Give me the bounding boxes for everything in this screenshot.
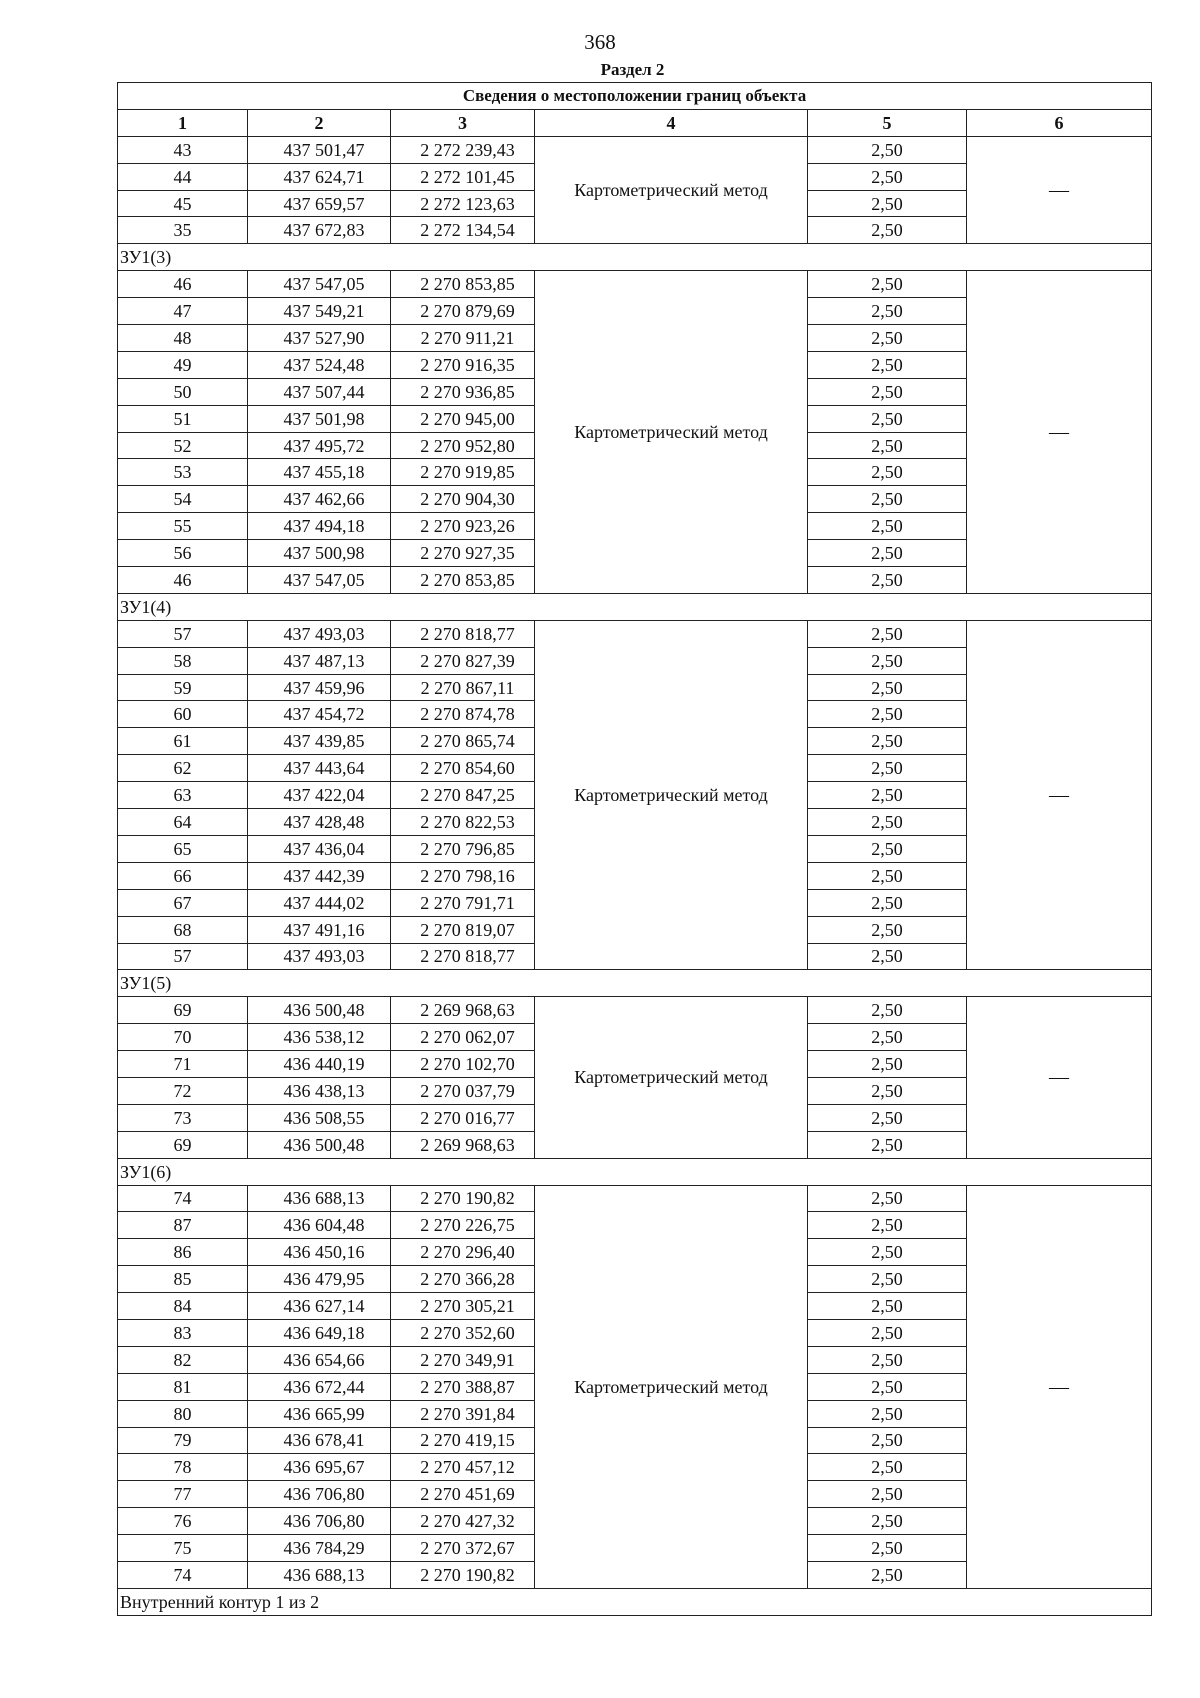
y-coordinate-cell: 2 272 101,45 bbox=[391, 163, 535, 190]
x-coordinate-cell: 436 450,16 bbox=[248, 1239, 391, 1266]
accuracy-cell: 2,50 bbox=[808, 916, 967, 943]
method-cell: Картометрический метод bbox=[535, 136, 808, 244]
point-number-cell: 80 bbox=[118, 1400, 248, 1427]
group-label-row bbox=[118, 244, 1152, 271]
method-cell: Картометрический метод bbox=[535, 620, 808, 970]
x-coordinate-cell: 437 459,96 bbox=[248, 674, 391, 701]
y-coordinate-cell: 2 270 916,35 bbox=[391, 351, 535, 378]
column-header: 4 bbox=[535, 109, 808, 136]
x-coordinate-cell: 436 438,13 bbox=[248, 1077, 391, 1104]
y-coordinate-cell: 2 270 796,85 bbox=[391, 835, 535, 862]
point-number-cell: 82 bbox=[118, 1346, 248, 1373]
point-number-cell: 52 bbox=[118, 432, 248, 459]
accuracy-cell: 2,50 bbox=[808, 1077, 967, 1104]
x-coordinate-cell: 436 688,13 bbox=[248, 1561, 391, 1588]
point-number-cell: 69 bbox=[118, 1131, 248, 1158]
x-coordinate-cell: 437 491,16 bbox=[248, 916, 391, 943]
table-row bbox=[118, 1185, 1152, 1212]
accuracy-cell: 2,50 bbox=[808, 1508, 967, 1535]
accuracy-cell: 2,50 bbox=[808, 728, 967, 755]
point-number-cell: 81 bbox=[118, 1373, 248, 1400]
page-number: 368 bbox=[584, 30, 616, 54]
column-header: 2 bbox=[248, 109, 391, 136]
accuracy-cell: 2,50 bbox=[808, 835, 967, 862]
accuracy-cell: 2,50 bbox=[808, 1212, 967, 1239]
description-cell: — bbox=[967, 620, 1152, 970]
x-coordinate-cell: 436 500,48 bbox=[248, 997, 391, 1024]
table-caption: Сведения о местоположении границ объекта bbox=[118, 83, 1152, 110]
accuracy-cell: 2,50 bbox=[808, 1104, 967, 1131]
description-cell: — bbox=[967, 997, 1152, 1158]
table-row bbox=[118, 620, 1152, 647]
x-coordinate-cell: 436 500,48 bbox=[248, 1131, 391, 1158]
group-label-row bbox=[118, 1158, 1152, 1185]
y-coordinate-cell: 2 270 226,75 bbox=[391, 1212, 535, 1239]
x-coordinate-cell: 436 627,14 bbox=[248, 1293, 391, 1320]
point-number-cell: 78 bbox=[118, 1454, 248, 1481]
y-coordinate-cell: 2 270 936,85 bbox=[391, 378, 535, 405]
point-number-cell: 55 bbox=[118, 513, 248, 540]
accuracy-cell: 2,50 bbox=[808, 298, 967, 325]
y-coordinate-cell: 2 270 879,69 bbox=[391, 298, 535, 325]
y-coordinate-cell: 2 269 968,63 bbox=[391, 997, 535, 1024]
description-cell: — bbox=[967, 1185, 1152, 1588]
accuracy-cell: 2,50 bbox=[808, 1400, 967, 1427]
point-number-cell: 85 bbox=[118, 1266, 248, 1293]
group-label-row bbox=[118, 970, 1152, 997]
point-number-cell: 46 bbox=[118, 271, 248, 298]
y-coordinate-cell: 2 270 391,84 bbox=[391, 1400, 535, 1427]
x-coordinate-cell: 437 524,48 bbox=[248, 351, 391, 378]
x-coordinate-cell: 436 665,99 bbox=[248, 1400, 391, 1427]
x-coordinate-cell: 437 436,04 bbox=[248, 835, 391, 862]
y-coordinate-cell: 2 270 867,11 bbox=[391, 674, 535, 701]
point-number-cell: 70 bbox=[118, 1024, 248, 1051]
point-number-cell: 57 bbox=[118, 620, 248, 647]
point-number-cell: 58 bbox=[118, 647, 248, 674]
y-coordinate-cell: 2 272 239,43 bbox=[391, 136, 535, 163]
x-coordinate-cell: 436 784,29 bbox=[248, 1535, 391, 1562]
y-coordinate-cell: 2 270 457,12 bbox=[391, 1454, 535, 1481]
table-row bbox=[118, 271, 1152, 298]
y-coordinate-cell: 2 270 366,28 bbox=[391, 1266, 535, 1293]
x-coordinate-cell: 437 527,90 bbox=[248, 325, 391, 352]
column-header-row bbox=[118, 109, 1152, 136]
point-number-cell: 86 bbox=[118, 1239, 248, 1266]
x-coordinate-cell: 437 442,39 bbox=[248, 862, 391, 889]
y-coordinate-cell: 2 269 968,63 bbox=[391, 1131, 535, 1158]
y-coordinate-cell: 2 272 134,54 bbox=[391, 217, 535, 244]
method-cell: Картометрический метод bbox=[535, 1185, 808, 1588]
point-number-cell: 66 bbox=[118, 862, 248, 889]
accuracy-cell: 2,50 bbox=[808, 1427, 967, 1454]
accuracy-cell: 2,50 bbox=[808, 459, 967, 486]
group-label: ЗУ1(3) bbox=[118, 244, 1152, 271]
accuracy-cell: 2,50 bbox=[808, 1319, 967, 1346]
x-coordinate-cell: 436 508,55 bbox=[248, 1104, 391, 1131]
accuracy-cell: 2,50 bbox=[808, 486, 967, 513]
point-number-cell: 54 bbox=[118, 486, 248, 513]
accuracy-cell: 2,50 bbox=[808, 405, 967, 432]
point-number-cell: 60 bbox=[118, 701, 248, 728]
accuracy-cell: 2,50 bbox=[808, 567, 967, 594]
x-coordinate-cell: 436 695,67 bbox=[248, 1454, 391, 1481]
y-coordinate-cell: 2 270 854,60 bbox=[391, 755, 535, 782]
y-coordinate-cell: 2 270 427,32 bbox=[391, 1508, 535, 1535]
accuracy-cell: 2,50 bbox=[808, 432, 967, 459]
y-coordinate-cell: 2 270 419,15 bbox=[391, 1427, 535, 1454]
accuracy-cell: 2,50 bbox=[808, 674, 967, 701]
accuracy-cell: 2,50 bbox=[808, 351, 967, 378]
point-number-cell: 46 bbox=[118, 567, 248, 594]
point-number-cell: 64 bbox=[118, 809, 248, 836]
accuracy-cell: 2,50 bbox=[808, 647, 967, 674]
y-coordinate-cell: 2 270 791,71 bbox=[391, 889, 535, 916]
point-number-cell: 50 bbox=[118, 378, 248, 405]
point-number-cell: 74 bbox=[118, 1185, 248, 1212]
column-header: 5 bbox=[808, 109, 967, 136]
x-coordinate-cell: 436 649,18 bbox=[248, 1319, 391, 1346]
y-coordinate-cell: 2 270 102,70 bbox=[391, 1051, 535, 1078]
accuracy-cell: 2,50 bbox=[808, 271, 967, 298]
x-coordinate-cell: 437 507,44 bbox=[248, 378, 391, 405]
y-coordinate-cell: 2 270 952,80 bbox=[391, 432, 535, 459]
point-number-cell: 69 bbox=[118, 997, 248, 1024]
x-coordinate-cell: 437 547,05 bbox=[248, 271, 391, 298]
x-coordinate-cell: 437 443,64 bbox=[248, 755, 391, 782]
y-coordinate-cell: 2 270 853,85 bbox=[391, 271, 535, 298]
accuracy-cell: 2,50 bbox=[808, 540, 967, 567]
y-coordinate-cell: 2 270 352,60 bbox=[391, 1319, 535, 1346]
y-coordinate-cell: 2 270 016,77 bbox=[391, 1104, 535, 1131]
accuracy-cell: 2,50 bbox=[808, 997, 967, 1024]
x-coordinate-cell: 437 493,03 bbox=[248, 943, 391, 970]
x-coordinate-cell: 437 462,66 bbox=[248, 486, 391, 513]
x-coordinate-cell: 437 549,21 bbox=[248, 298, 391, 325]
accuracy-cell: 2,50 bbox=[808, 136, 967, 163]
point-number-cell: 59 bbox=[118, 674, 248, 701]
accuracy-cell: 2,50 bbox=[808, 1454, 967, 1481]
accuracy-cell: 2,50 bbox=[808, 378, 967, 405]
accuracy-cell: 2,50 bbox=[808, 1185, 967, 1212]
accuracy-cell: 2,50 bbox=[808, 1561, 967, 1588]
point-number-cell: 84 bbox=[118, 1293, 248, 1320]
point-number-cell: 79 bbox=[118, 1427, 248, 1454]
point-number-cell: 35 bbox=[118, 217, 248, 244]
y-coordinate-cell: 2 270 911,21 bbox=[391, 325, 535, 352]
point-number-cell: 71 bbox=[118, 1051, 248, 1078]
x-coordinate-cell: 436 688,13 bbox=[248, 1185, 391, 1212]
point-number-cell: 45 bbox=[118, 190, 248, 217]
x-coordinate-cell: 437 624,71 bbox=[248, 163, 391, 190]
x-coordinate-cell: 437 501,98 bbox=[248, 405, 391, 432]
y-coordinate-cell: 2 270 451,69 bbox=[391, 1481, 535, 1508]
accuracy-cell: 2,50 bbox=[808, 809, 967, 836]
accuracy-cell: 2,50 bbox=[808, 620, 967, 647]
point-number-cell: 77 bbox=[118, 1481, 248, 1508]
x-coordinate-cell: 436 538,12 bbox=[248, 1024, 391, 1051]
x-coordinate-cell: 437 501,47 bbox=[248, 136, 391, 163]
x-coordinate-cell: 437 493,03 bbox=[248, 620, 391, 647]
y-coordinate-cell: 2 270 822,53 bbox=[391, 809, 535, 836]
contour-label: Внутренний контур 1 из 2 bbox=[118, 1588, 1152, 1615]
point-number-cell: 75 bbox=[118, 1535, 248, 1562]
y-coordinate-cell: 2 270 818,77 bbox=[391, 620, 535, 647]
point-number-cell: 68 bbox=[118, 916, 248, 943]
x-coordinate-cell: 437 495,72 bbox=[248, 432, 391, 459]
boundary-coordinates-table bbox=[117, 82, 1152, 1616]
y-coordinate-cell: 2 270 798,16 bbox=[391, 862, 535, 889]
method-cell: Картометрический метод bbox=[535, 271, 808, 594]
point-number-cell: 61 bbox=[118, 728, 248, 755]
accuracy-cell: 2,50 bbox=[808, 755, 967, 782]
accuracy-cell: 2,50 bbox=[808, 1373, 967, 1400]
x-coordinate-cell: 437 487,13 bbox=[248, 647, 391, 674]
y-coordinate-cell: 2 270 923,26 bbox=[391, 513, 535, 540]
point-number-cell: 73 bbox=[118, 1104, 248, 1131]
x-coordinate-cell: 437 547,05 bbox=[248, 567, 391, 594]
point-number-cell: 72 bbox=[118, 1077, 248, 1104]
y-coordinate-cell: 2 270 372,67 bbox=[391, 1535, 535, 1562]
y-coordinate-cell: 2 270 819,07 bbox=[391, 916, 535, 943]
y-coordinate-cell: 2 270 927,35 bbox=[391, 540, 535, 567]
y-coordinate-cell: 2 270 853,85 bbox=[391, 567, 535, 594]
footer-row bbox=[118, 1588, 1152, 1615]
point-number-cell: 57 bbox=[118, 943, 248, 970]
y-coordinate-cell: 2 270 865,74 bbox=[391, 728, 535, 755]
accuracy-cell: 2,50 bbox=[808, 1293, 967, 1320]
x-coordinate-cell: 437 444,02 bbox=[248, 889, 391, 916]
table-row bbox=[118, 136, 1152, 163]
x-coordinate-cell: 436 654,66 bbox=[248, 1346, 391, 1373]
accuracy-cell: 2,50 bbox=[808, 862, 967, 889]
group-label: ЗУ1(5) bbox=[118, 970, 1152, 997]
x-coordinate-cell: 437 494,18 bbox=[248, 513, 391, 540]
accuracy-cell: 2,50 bbox=[808, 1051, 967, 1078]
accuracy-cell: 2,50 bbox=[808, 1131, 967, 1158]
table-caption-row bbox=[118, 83, 1152, 110]
point-number-cell: 51 bbox=[118, 405, 248, 432]
point-number-cell: 76 bbox=[118, 1508, 248, 1535]
accuracy-cell: 2,50 bbox=[808, 513, 967, 540]
x-coordinate-cell: 437 455,18 bbox=[248, 459, 391, 486]
y-coordinate-cell: 2 270 904,30 bbox=[391, 486, 535, 513]
x-coordinate-cell: 436 706,80 bbox=[248, 1481, 391, 1508]
accuracy-cell: 2,50 bbox=[808, 782, 967, 809]
x-coordinate-cell: 436 672,44 bbox=[248, 1373, 391, 1400]
y-coordinate-cell: 2 270 388,87 bbox=[391, 1373, 535, 1400]
accuracy-cell: 2,50 bbox=[808, 1266, 967, 1293]
column-header: 6 bbox=[967, 109, 1152, 136]
table-body bbox=[118, 136, 1152, 1588]
point-number-cell: 47 bbox=[118, 298, 248, 325]
section-title: Раздел 2 bbox=[600, 60, 665, 79]
y-coordinate-cell: 2 270 037,79 bbox=[391, 1077, 535, 1104]
accuracy-cell: 2,50 bbox=[808, 1535, 967, 1562]
y-coordinate-cell: 2 270 919,85 bbox=[391, 459, 535, 486]
column-header: 1 bbox=[118, 109, 248, 136]
x-coordinate-cell: 436 706,80 bbox=[248, 1508, 391, 1535]
accuracy-cell: 2,50 bbox=[808, 1346, 967, 1373]
point-number-cell: 65 bbox=[118, 835, 248, 862]
accuracy-cell: 2,50 bbox=[808, 325, 967, 352]
x-coordinate-cell: 436 479,95 bbox=[248, 1266, 391, 1293]
x-coordinate-cell: 437 500,98 bbox=[248, 540, 391, 567]
x-coordinate-cell: 437 659,57 bbox=[248, 190, 391, 217]
point-number-cell: 48 bbox=[118, 325, 248, 352]
column-header: 3 bbox=[391, 109, 535, 136]
accuracy-cell: 2,50 bbox=[808, 217, 967, 244]
point-number-cell: 49 bbox=[118, 351, 248, 378]
accuracy-cell: 2,50 bbox=[808, 163, 967, 190]
y-coordinate-cell: 2 270 305,21 bbox=[391, 1293, 535, 1320]
accuracy-cell: 2,50 bbox=[808, 1239, 967, 1266]
y-coordinate-cell: 2 270 827,39 bbox=[391, 647, 535, 674]
y-coordinate-cell: 2 270 874,78 bbox=[391, 701, 535, 728]
accuracy-cell: 2,50 bbox=[808, 190, 967, 217]
table-row bbox=[118, 997, 1152, 1024]
point-number-cell: 74 bbox=[118, 1561, 248, 1588]
x-coordinate-cell: 437 672,83 bbox=[248, 217, 391, 244]
description-cell: — bbox=[967, 136, 1152, 244]
y-coordinate-cell: 2 270 062,07 bbox=[391, 1024, 535, 1051]
x-coordinate-cell: 437 439,85 bbox=[248, 728, 391, 755]
method-cell: Картометрический метод bbox=[535, 997, 808, 1158]
x-coordinate-cell: 437 422,04 bbox=[248, 782, 391, 809]
group-label-row bbox=[118, 593, 1152, 620]
accuracy-cell: 2,50 bbox=[808, 889, 967, 916]
accuracy-cell: 2,50 bbox=[808, 701, 967, 728]
y-coordinate-cell: 2 270 945,00 bbox=[391, 405, 535, 432]
point-number-cell: 83 bbox=[118, 1319, 248, 1346]
group-label: ЗУ1(4) bbox=[118, 593, 1152, 620]
point-number-cell: 56 bbox=[118, 540, 248, 567]
point-number-cell: 67 bbox=[118, 889, 248, 916]
x-coordinate-cell: 436 678,41 bbox=[248, 1427, 391, 1454]
y-coordinate-cell: 2 270 190,82 bbox=[391, 1561, 535, 1588]
group-label: ЗУ1(6) bbox=[118, 1158, 1152, 1185]
y-coordinate-cell: 2 270 296,40 bbox=[391, 1239, 535, 1266]
accuracy-cell: 2,50 bbox=[808, 1481, 967, 1508]
y-coordinate-cell: 2 272 123,63 bbox=[391, 190, 535, 217]
point-number-cell: 62 bbox=[118, 755, 248, 782]
y-coordinate-cell: 2 270 818,77 bbox=[391, 943, 535, 970]
x-coordinate-cell: 436 604,48 bbox=[248, 1212, 391, 1239]
point-number-cell: 53 bbox=[118, 459, 248, 486]
point-number-cell: 44 bbox=[118, 163, 248, 190]
accuracy-cell: 2,50 bbox=[808, 1024, 967, 1051]
y-coordinate-cell: 2 270 847,25 bbox=[391, 782, 535, 809]
point-number-cell: 87 bbox=[118, 1212, 248, 1239]
x-coordinate-cell: 437 454,72 bbox=[248, 701, 391, 728]
y-coordinate-cell: 2 270 349,91 bbox=[391, 1346, 535, 1373]
point-number-cell: 43 bbox=[118, 136, 248, 163]
x-coordinate-cell: 436 440,19 bbox=[248, 1051, 391, 1078]
description-cell: — bbox=[967, 271, 1152, 594]
point-number-cell: 63 bbox=[118, 782, 248, 809]
y-coordinate-cell: 2 270 190,82 bbox=[391, 1185, 535, 1212]
x-coordinate-cell: 437 428,48 bbox=[248, 809, 391, 836]
accuracy-cell: 2,50 bbox=[808, 943, 967, 970]
